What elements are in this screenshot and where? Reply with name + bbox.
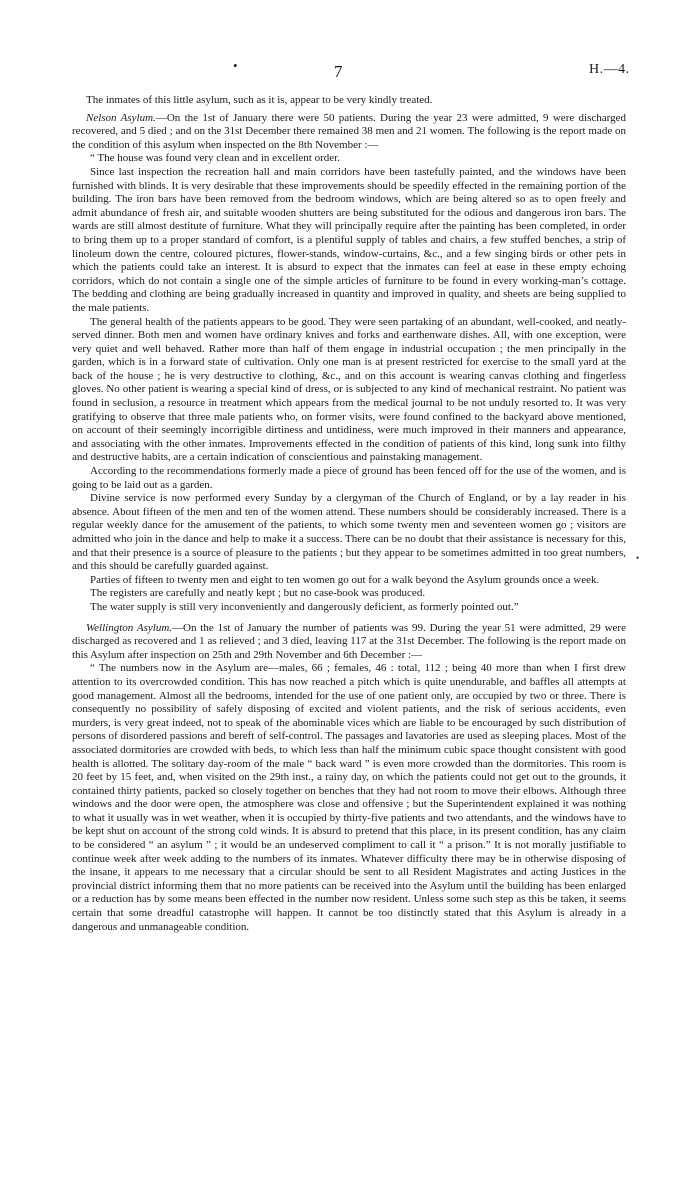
paragraph: The inmates of this little asylum, such as it is, appear to be very kindly treated. xyxy=(86,94,433,106)
page-number: 7 xyxy=(334,62,343,81)
section-lead-wellington: Wellington Asylum. xyxy=(86,621,173,634)
paragraph-wellington: Wellington Asylum.—On the 1st of January the number of patients was 99. During the year 51 were admitted, 29 were discharged as recovered and 1 as relieved ; and 3 died, leaving 117 at the 31st December. The following is the report made on this Asylum after inspection on 25th and 29th November and 6th December :— xyxy=(72,621,626,661)
ink-mark: • xyxy=(233,58,238,73)
paragraph: The general health of the patients appears to be good. They were seen partaking of an abundant, well-cooked, and neatly-served dinner. Both men and women have ordinary knives and forks and earthenware dishes. All, with one exception, were very quiet and well behaved. Rather more than half of them engage in industrial occupation ; the men principally in the garden, which is in a forward state of cultivation. Only one man is at present restricted for exercise to the small yard at the back of the house ; he is very destructive to clothing, &c., and on this account is wearing canvas clothing and fingerless gloves. No other patient is wearing a special kind of dress, or is subjected to any kind of mechanical restraint. No patient was found in seclusion, a resource in treatment which appears from the medical journal to be not unduly resorted to. It was very gratifying to observe that three male patients who, on former visits, were found confined to the backyard above mentioned, on account of their seemingly incorrigible dirtiness and untidiness, were much improved in their manners and appearance, and associating with the other inmates. Improvements effected in the condition of patients of this kind, long sunk into filthy and destructive habits, are a certain indication of conscientious and painstaking management. xyxy=(72,315,626,464)
paragraph: According to the recommendations formerly made a piece of ground has been fenced off for the use of the women, and is going to be laid out as a garden. xyxy=(72,465,626,491)
margin-tick: • xyxy=(636,553,640,563)
section-lead-nelson: Nelson Asylum. xyxy=(86,111,156,124)
paragraph: “ The house was found very clean and in excellent order. xyxy=(90,152,340,165)
paragraph: Parties of fifteen to twenty men and eight to ten women go out for a walk beyond the Asylum grounds once a week. xyxy=(90,573,600,586)
paragraph: Since last inspection the recreation hall and main corridors have been tastefully painted, and the windows have been furnished with blinds. It is very desirable that these improvements should be speedily effected in the remaining portion of the building. The iron bars have been removed from the bedroom windows, which are being altered so as to open freely and admit abundance of fresh air, and suitable wooden shutters are being substituted for the odious and dangerous iron bars. The wards are still almost destitute of furniture. What they will principally require after the painting has been completed, in order to bring them up to a proper standard of comfort, is a plentiful supply of tables and chairs, a few stuffed benches, a strip of linoleum down the centre, coloured pictures, flower-stands, window-curtains, &c., and a few singing birds or other pets in which the patients could take an interest. It is absurd to expect that the inmates can feel at ease in these empty echoing corridors, which do not contain a single one of the simple articles of furniture to be found in every working-man’s cottage. The bedding and clothing are being gradually increased in quantity and improved in quality, and sheets are being supplied to the male patients. xyxy=(72,165,626,314)
paragraph: “ The numbers now in the Asylum are—males, 66 ; females, 46 : total, 112 ; being 40 more than when I first drew attention to its overcrowded condition. This has now reached a pitch which is quite unendurable, and baffles all attempts at good management. Almost all the bedrooms, intended for the use of one patient only, are occupied by two or three. There is consequently no possibility of safely disposing of excited and violent patients, and the risk of serious accidents, even murders, is very great indeed, not to speak of the abominable vices which are liable to be encouraged by such distribution of persons of disordered passions and bereft of self-control. The passages and lavatories are used as sleeping places. Most of the associated dormitories are crowded with beds, to which less than half the minimum cubic space thought consistent with good health is allotted. The solitary day-room of the male “ back ward ” is even more crowded than the dormitories. This room is 20 feet by 15 feet, and, when visited on the 29th inst., a rainy day, on which the patients could not get out to the grounds, it contained thirty patients, packed so closely together on benches that they had not room to move their elbows. Although three windows and the door were open, the atmosphere was close and offensive ; but the Superintendent explained it was nothing to what it usually was in wet weather, when it is occupied by thirty-five patients and two attendants, and the windows have to be kept shut on account of the strong cold winds. It is absurd to pretend that this place, in its present condition, has any claim to be considered “ an asylum ” ; it would be an undeserved compliment to call it “ a prison.” It is not morally justifiable to continue week after week adding to the numbers of its inmates. Whatever difficulty there may be in otherwise disposing of the insane, it appears to me necessary that a circular should be sent to all Resident Magistrates and acting Justices in the provincial district informing them that no more patients can be received into the Asylum until the building has been enlarged or a reduction has by some means been effected in the number now resident. Unless some such step as this be taken, it seems certain that some dreadful catastrophe will happen. It cannot be too distinctly stated that this Asylum is already in a dangerous and unmanageable condition. xyxy=(72,662,626,933)
paragraph-text: On the 1st of January there were 50 patients. During the year 23 were admitted, 9 were discharged recovered, and 5 died ; and on the 31st December there remained 38 men and 21 women. The following is the report made on the condition of this asylum when inspected on the 8th November :— xyxy=(72,111,626,151)
document-body xyxy=(72,94,626,934)
paragraph: The water supply is still very inconveniently and dangerously deficient, as formerly pointed out.” xyxy=(90,600,519,613)
document-reference: H.—4. xyxy=(589,62,630,77)
paragraph-nelson: Nelson Asylum.—On the 1st of January there were 50 patients. During the year 23 were admitted, 9 were discharged recovered, and 5 died ; and on the 31st December there remained 38 men and 21 women. The following is the report made on the condition of this asylum when inspected on the 8th November :— xyxy=(72,111,626,151)
paragraph: Divine service is now performed every Sunday by a clergyman of the Church of England, or by a lay reader in his absence. About fifteen of the men and ten of the women attend. These numbers should be considerably increased. There is a regular weekly dance for the amusement of the patients, to which some twenty men and seventeen women go ; visitors are admitted who join in the dance and help to make it a success. There can be no doubt that their assistance is necessary for this, and that their presence is a source of pleasure to the patients ; but they appear to be sometimes admitted in too great numbers, and this should be carefully guarded against. xyxy=(72,492,626,573)
paragraph-text: On the 1st of January the number of patients was 99. During the year 51 were admitted, 29 were discharged as recovered and 1 as relieved ; and 3 died, leaving 117 at the 31st December. The following is the report made on this Asylum after inspection on 25th and 29th November and 6th December :— xyxy=(72,621,626,661)
paragraph: The registers are carefully and neatly kept ; but no case-book was produced. xyxy=(90,587,426,600)
